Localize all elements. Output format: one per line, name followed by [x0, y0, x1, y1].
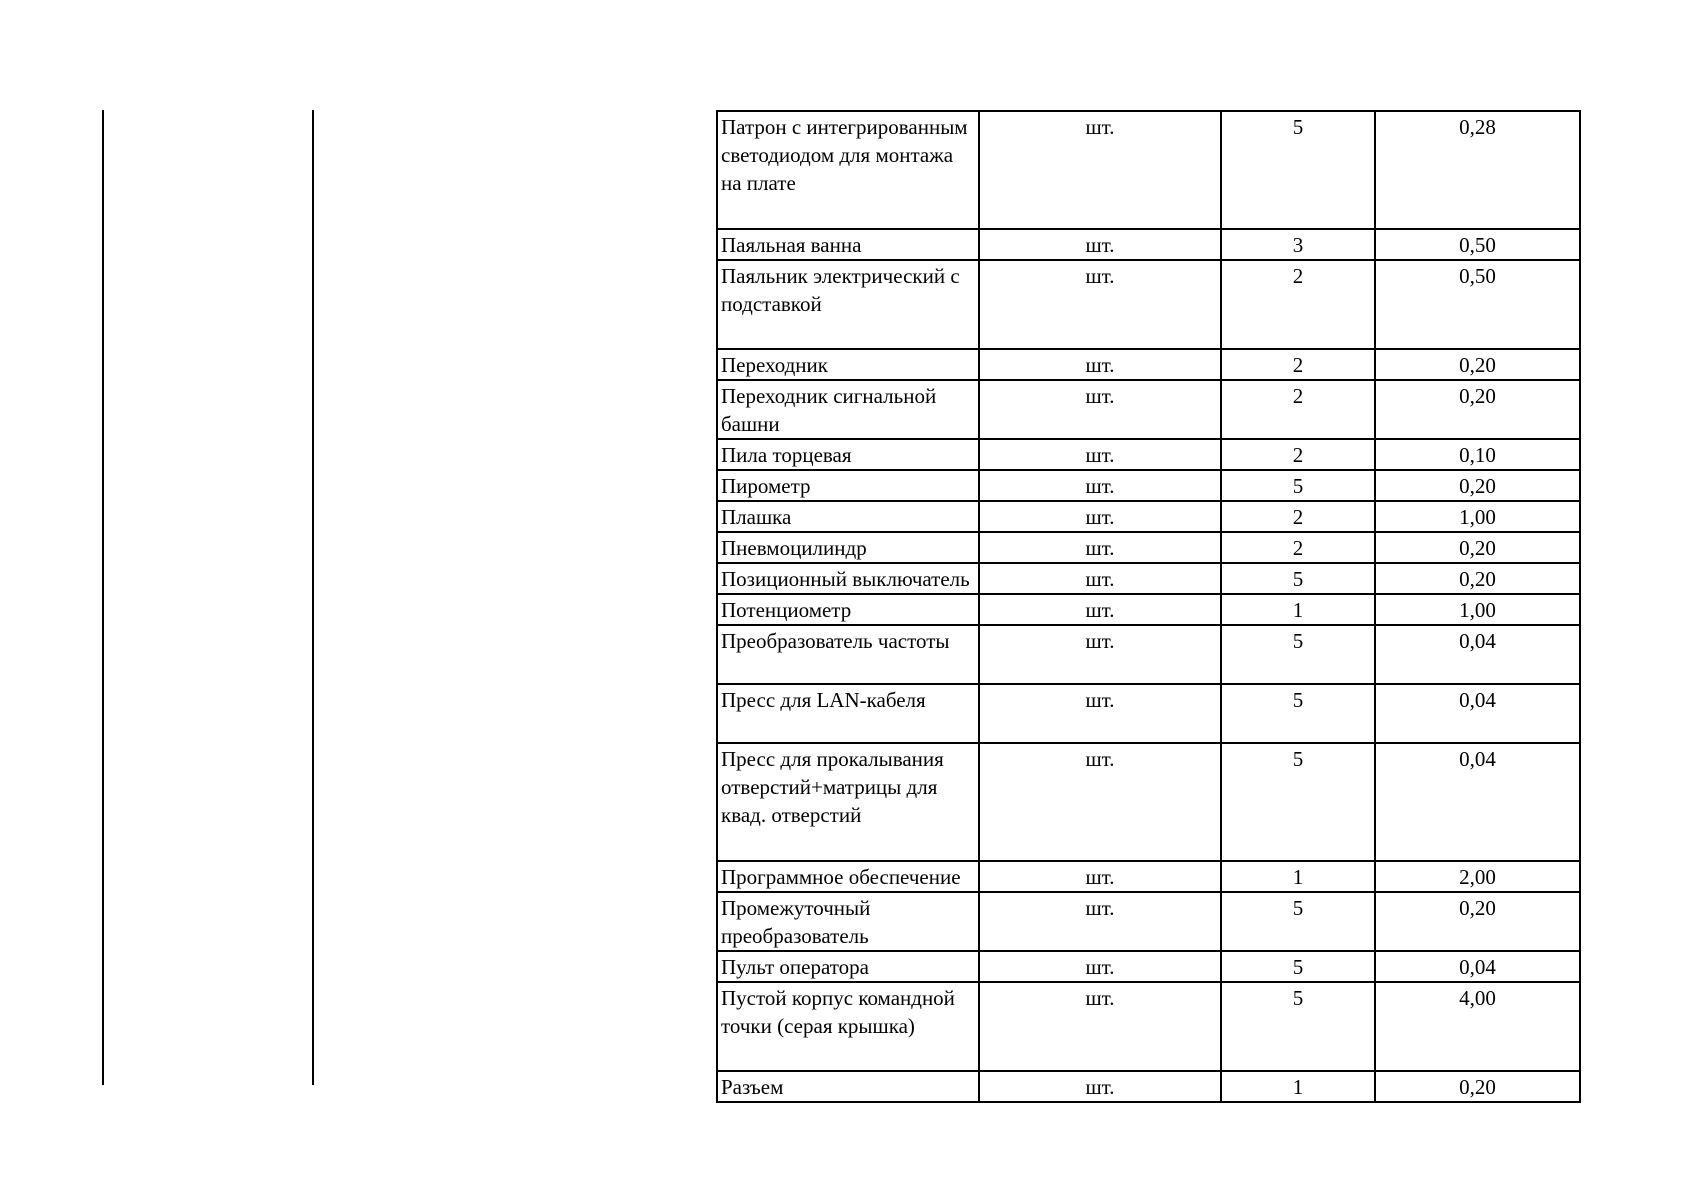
- quantity-cell: 5: [1221, 111, 1375, 229]
- quantity-cell: 1: [1221, 594, 1375, 625]
- item-name-cell: Пресс для прокалывания отверстий+матрицы для квад. отверстий: [717, 743, 979, 861]
- value-cell: 0,50: [1375, 229, 1580, 260]
- item-name-cell: Патрон с интегрированным светодиодом для монтажа на плате: [717, 111, 979, 229]
- unit-cell: шт.: [979, 470, 1221, 501]
- value-cell: 0,10: [1375, 439, 1580, 470]
- item-name-cell: Паяльная ванна: [717, 229, 979, 260]
- quantity-cell: 5: [1221, 951, 1375, 982]
- table-row: [717, 892, 1580, 951]
- table-row: [717, 380, 1580, 439]
- item-name-cell: Пульт оператора: [717, 951, 979, 982]
- item-name-cell: Переходник: [717, 349, 979, 380]
- table-row: [717, 470, 1580, 501]
- table-row: [717, 532, 1580, 563]
- item-name-cell: Программное обеспечение: [717, 861, 979, 892]
- item-name-cell: Плашка: [717, 501, 979, 532]
- table-row: [717, 861, 1580, 892]
- left-border-line: [102, 110, 104, 1085]
- unit-cell: шт.: [979, 743, 1221, 861]
- unit-cell: шт.: [979, 349, 1221, 380]
- quantity-cell: 5: [1221, 982, 1375, 1071]
- value-cell: 0,04: [1375, 951, 1580, 982]
- value-cell: 0,20: [1375, 380, 1580, 439]
- quantity-cell: 2: [1221, 439, 1375, 470]
- value-cell: 0,20: [1375, 349, 1580, 380]
- value-cell: 1,00: [1375, 501, 1580, 532]
- item-name-cell: Переходник сигнальной башни: [717, 380, 979, 439]
- value-cell: 0,04: [1375, 684, 1580, 743]
- quantity-cell: 3: [1221, 229, 1375, 260]
- quantity-cell: 5: [1221, 743, 1375, 861]
- table-row: [717, 594, 1580, 625]
- table-row: [717, 743, 1580, 861]
- quantity-cell: 2: [1221, 260, 1375, 349]
- table-row: [717, 439, 1580, 470]
- quantity-cell: 2: [1221, 532, 1375, 563]
- item-name-cell: Паяльник электрический с подставкой: [717, 260, 979, 349]
- value-cell: 2,00: [1375, 861, 1580, 892]
- item-name-cell: Пустой корпус командной точки (серая крышка): [717, 982, 979, 1071]
- table-row: [717, 1071, 1580, 1102]
- value-cell: 0,28: [1375, 111, 1580, 229]
- unit-cell: шт.: [979, 861, 1221, 892]
- value-cell: 4,00: [1375, 982, 1580, 1071]
- value-cell: 0,04: [1375, 743, 1580, 861]
- quantity-cell: 5: [1221, 684, 1375, 743]
- unit-cell: шт.: [979, 501, 1221, 532]
- value-cell: 0,20: [1375, 1071, 1580, 1102]
- table-row: [717, 625, 1580, 684]
- unit-cell: шт.: [979, 563, 1221, 594]
- table-row: [717, 260, 1580, 349]
- table-row: [717, 501, 1580, 532]
- value-cell: 0,50: [1375, 260, 1580, 349]
- table-row: [717, 111, 1580, 229]
- item-name-cell: Промежуточный преобразователь: [717, 892, 979, 951]
- value-cell: 1,00: [1375, 594, 1580, 625]
- table-row: [717, 951, 1580, 982]
- unit-cell: шт.: [979, 380, 1221, 439]
- item-name-cell: Пресс для LAN-кабеля: [717, 684, 979, 743]
- quantity-cell: 5: [1221, 470, 1375, 501]
- item-name-cell: Пневмоцилиндр: [717, 532, 979, 563]
- value-cell: 0,20: [1375, 532, 1580, 563]
- quantity-cell: 1: [1221, 861, 1375, 892]
- quantity-cell: 2: [1221, 349, 1375, 380]
- item-name-cell: Позиционный выключатель: [717, 563, 979, 594]
- equipment-table-body: [717, 111, 1580, 1102]
- table-row: [717, 229, 1580, 260]
- unit-cell: шт.: [979, 684, 1221, 743]
- quantity-cell: 5: [1221, 625, 1375, 684]
- value-cell: 0,20: [1375, 892, 1580, 951]
- quantity-cell: 2: [1221, 380, 1375, 439]
- table-row: [717, 684, 1580, 743]
- left-column-divider-line: [312, 110, 314, 1085]
- unit-cell: шт.: [979, 229, 1221, 260]
- unit-cell: шт.: [979, 951, 1221, 982]
- item-name-cell: Пила торцевая: [717, 439, 979, 470]
- unit-cell: шт.: [979, 625, 1221, 684]
- table-row: [717, 982, 1580, 1071]
- equipment-table: [716, 110, 1581, 1103]
- unit-cell: шт.: [979, 594, 1221, 625]
- unit-cell: шт.: [979, 532, 1221, 563]
- quantity-cell: 5: [1221, 892, 1375, 951]
- value-cell: 0,20: [1375, 470, 1580, 501]
- unit-cell: шт.: [979, 439, 1221, 470]
- unit-cell: шт.: [979, 260, 1221, 349]
- unit-cell: шт.: [979, 982, 1221, 1071]
- quantity-cell: 5: [1221, 563, 1375, 594]
- item-name-cell: Пирометр: [717, 470, 979, 501]
- unit-cell: шт.: [979, 111, 1221, 229]
- unit-cell: шт.: [979, 892, 1221, 951]
- table-row: [717, 349, 1580, 380]
- item-name-cell: Разъем: [717, 1071, 979, 1102]
- value-cell: 0,04: [1375, 625, 1580, 684]
- value-cell: 0,20: [1375, 563, 1580, 594]
- quantity-cell: 1: [1221, 1071, 1375, 1102]
- quantity-cell: 2: [1221, 501, 1375, 532]
- table-row: [717, 563, 1580, 594]
- unit-cell: шт.: [979, 1071, 1221, 1102]
- item-name-cell: Потенциометр: [717, 594, 979, 625]
- item-name-cell: Преобразователь частоты: [717, 625, 979, 684]
